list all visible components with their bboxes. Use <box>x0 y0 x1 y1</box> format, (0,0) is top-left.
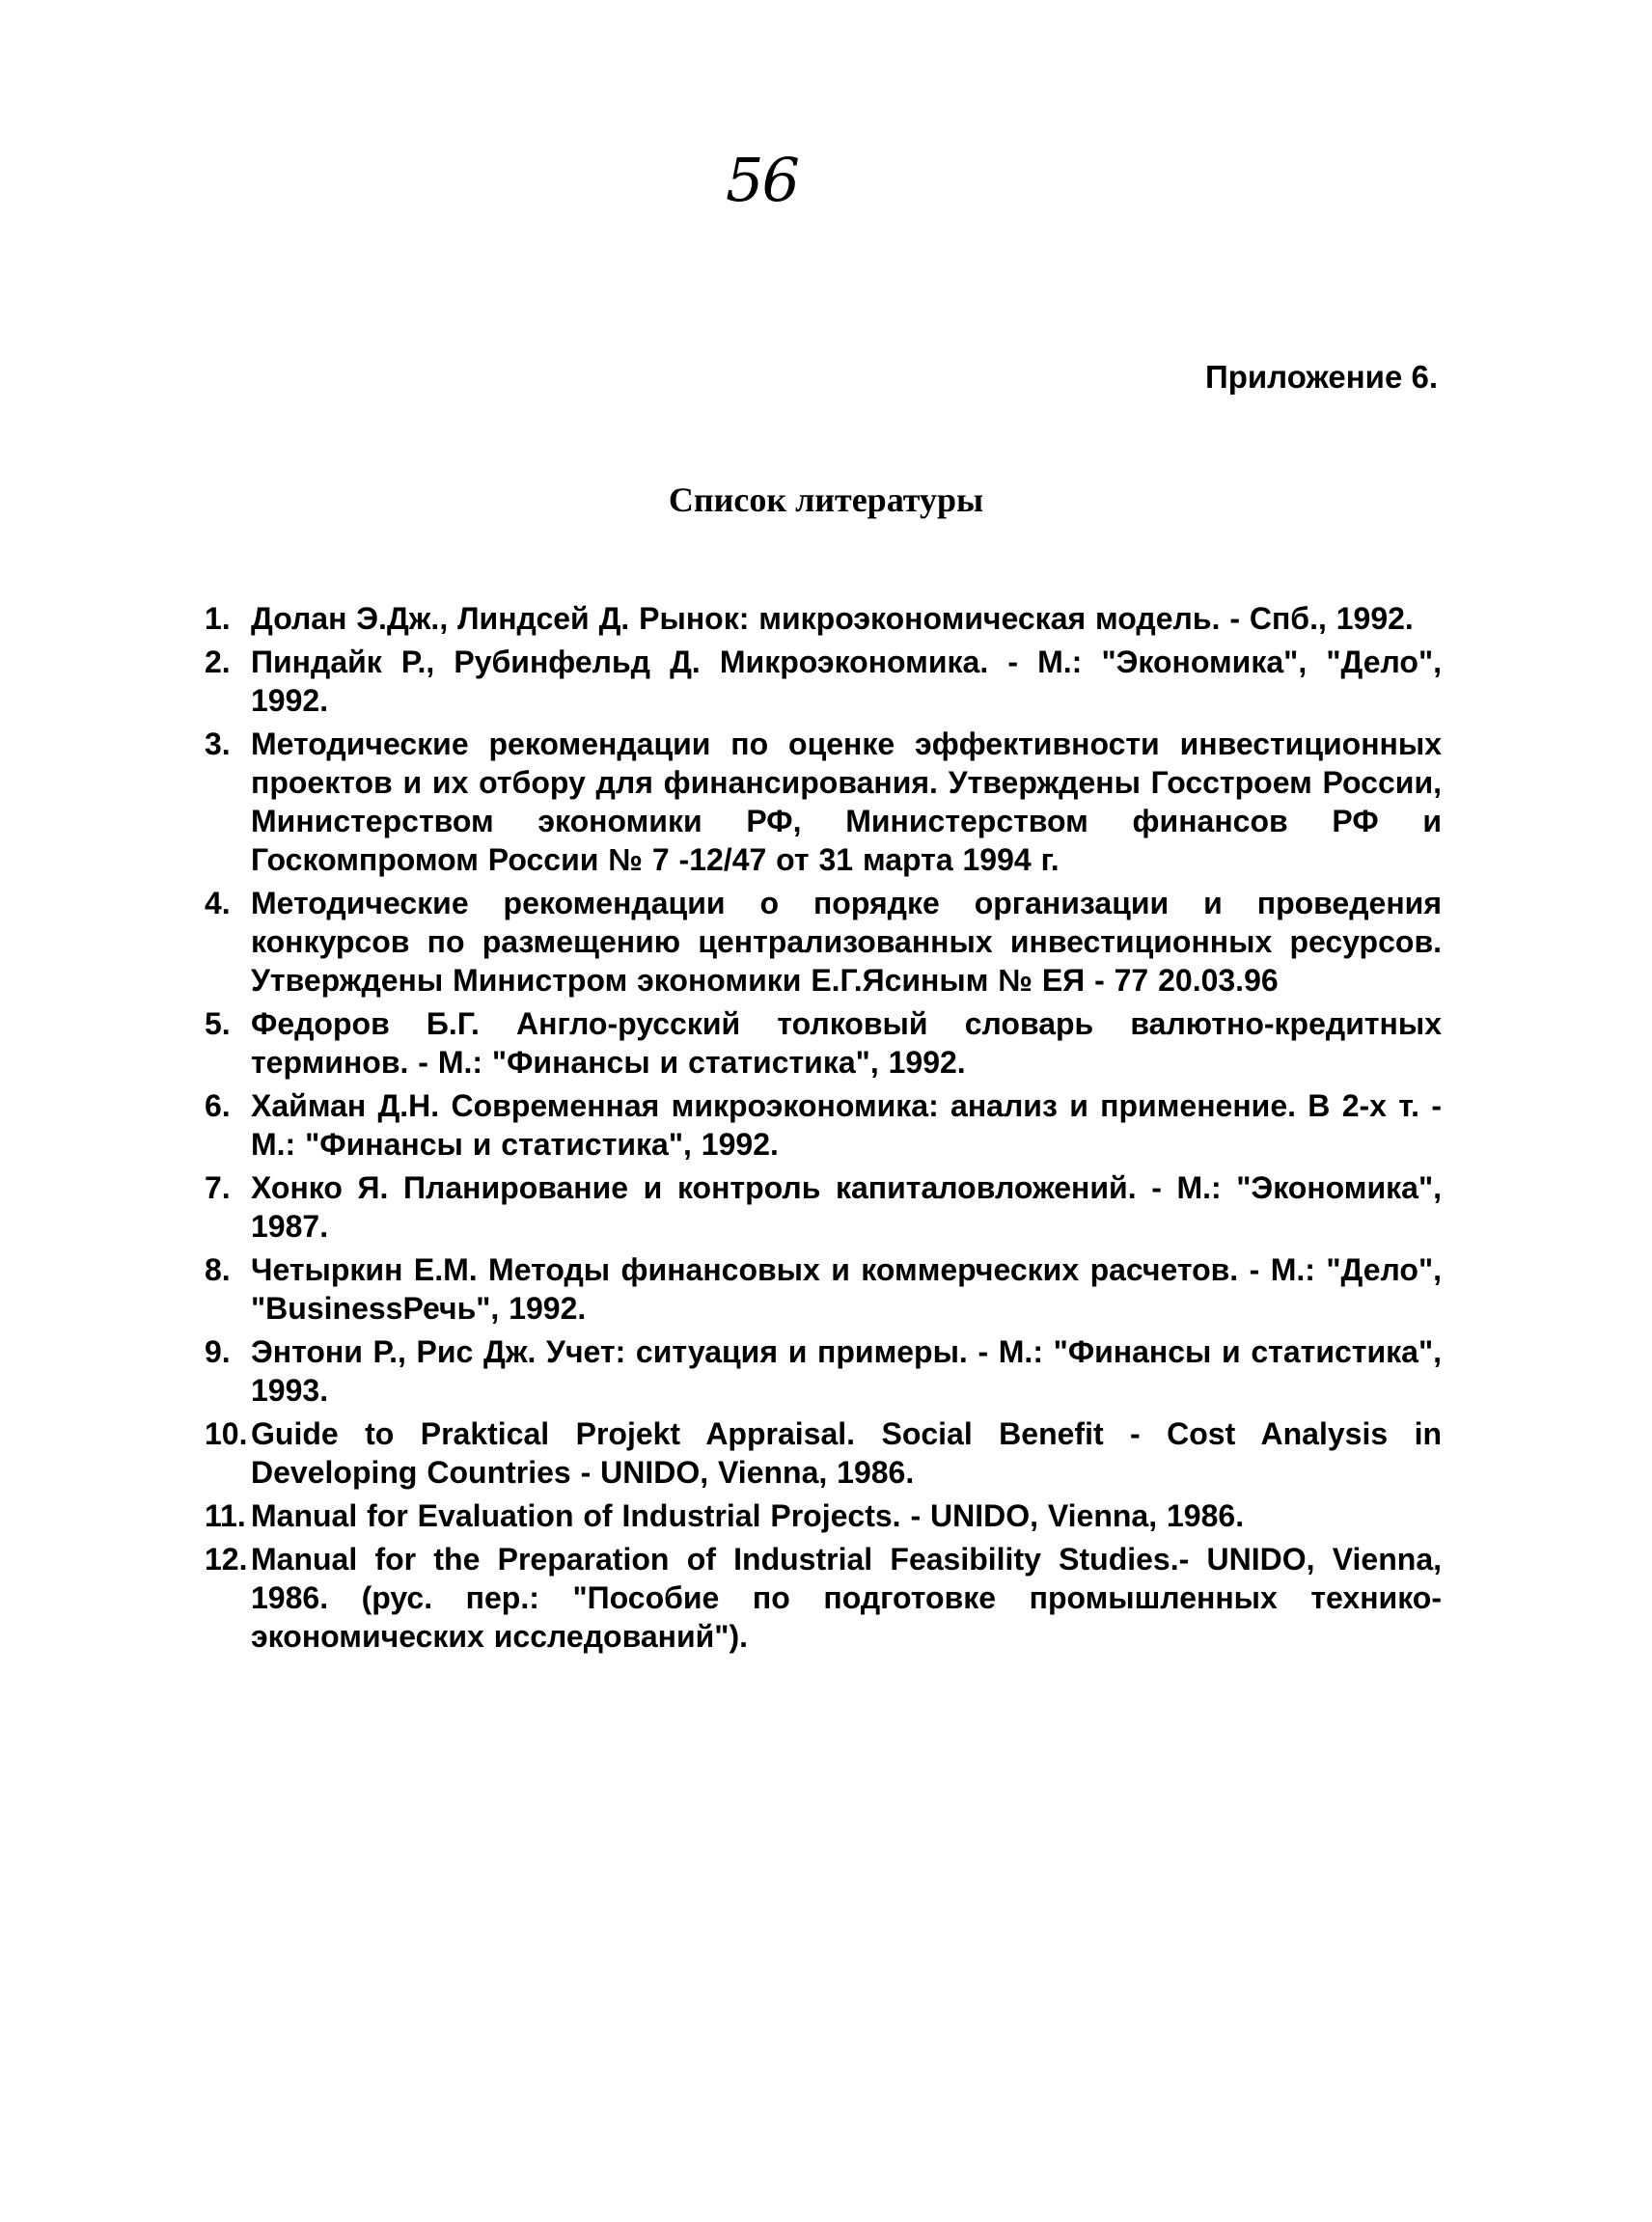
item-text: Методические рекомендации о порядке организации и проведения конкурсов по размещению централизованных инвестиционных ресурсов. Утверждены Министром экономики Е.Г.Ясиным № ЕЯ - 77 20.03.96 <box>251 886 1442 998</box>
bibliography-item <box>205 1086 1442 1164</box>
page-number: 56 <box>726 145 798 215</box>
item-number: 5. <box>205 1006 231 1041</box>
bibliography-item <box>205 1540 1442 1656</box>
bibliography-item <box>205 1168 1442 1246</box>
item-text: Хайман Д.Н. Современная микроэкономика: анализ и применение. В 2-х т. - М.: "Финансы и статистика", 1992. <box>251 1088 1442 1162</box>
item-text: Методические рекомендации по оценке эффективности инвестиционных проектов и их отбору для финансирования. Утверждены Госстроем России, Министерством экономики РФ, Министерством финансов РФ и Госкомпромом России № 7 -12/47 от 31 марта 1994 г. <box>251 727 1442 877</box>
item-text: Долан Э.Дж., Линдсей Д. Рынок: микроэкономическая модель. - Спб., 1992. <box>251 601 1414 636</box>
bibliography-item <box>205 1004 1442 1082</box>
item-number: 6. <box>205 1088 231 1123</box>
bibliography-list <box>205 599 1442 1660</box>
bibliography-item <box>205 643 1442 720</box>
item-number: 8. <box>205 1252 231 1287</box>
item-text: Guide to Praktical Projekt Appraisal. Social Benefit - Cost Analysis in Developing Countries - UNIDO, Vienna, 1986. <box>251 1416 1442 1490</box>
item-text: Хонко Я. Планирование и контроль капиталовложений. - М.: "Экономика", 1987. <box>251 1170 1442 1244</box>
bibliography-item <box>205 599 1442 638</box>
item-number: 11. <box>205 1498 246 1533</box>
appendix-label: Приложение 6. <box>1205 359 1438 395</box>
item-text: Пиндайк Р., Рубинфельд Д. Микроэкономика. - М.: "Экономика", "Дело", 1992. <box>251 645 1442 718</box>
item-text: Manual for the Preparation of Industrial Feasibility Studies.- UNIDO, Vienna, 1986. (рус. пер.: "Пособие по подготовке промышленных технико-экономических исследований"). <box>251 1542 1442 1654</box>
item-text: Федоров Б.Г. Англо-русский толковый словарь валютно-кредитных терминов. - М.: "Финансы и статистика", 1992. <box>251 1006 1442 1080</box>
item-number: 10. <box>205 1416 248 1451</box>
item-text: Энтони Р., Рис Дж. Учет: ситуация и примеры. - М.: "Финансы и статистика", 1993. <box>251 1334 1442 1408</box>
bibliography-item <box>205 1414 1442 1492</box>
item-number: 7. <box>205 1170 231 1205</box>
page-title: Список литературы <box>668 480 984 519</box>
bibliography-item <box>205 884 1442 1000</box>
item-number: 2. <box>205 645 231 679</box>
item-number: 12. <box>205 1542 248 1577</box>
item-text: Manual for Evaluation of Industrial Projects. - UNIDO, Vienna, 1986. <box>251 1498 1245 1533</box>
bibliography-item <box>205 1250 1442 1328</box>
item-number: 1. <box>205 601 231 636</box>
item-number: 4. <box>205 886 231 920</box>
item-number: 9. <box>205 1334 231 1369</box>
item-text: Четыркин Е.М. Методы финансовых и коммерческих расчетов. - М.: "Дело", "BusinessРечь", 1992. <box>251 1252 1442 1326</box>
item-number: 3. <box>205 727 231 761</box>
bibliography-item <box>205 1332 1442 1410</box>
bibliography-item <box>205 725 1442 879</box>
bibliography-item <box>205 1496 1442 1535</box>
